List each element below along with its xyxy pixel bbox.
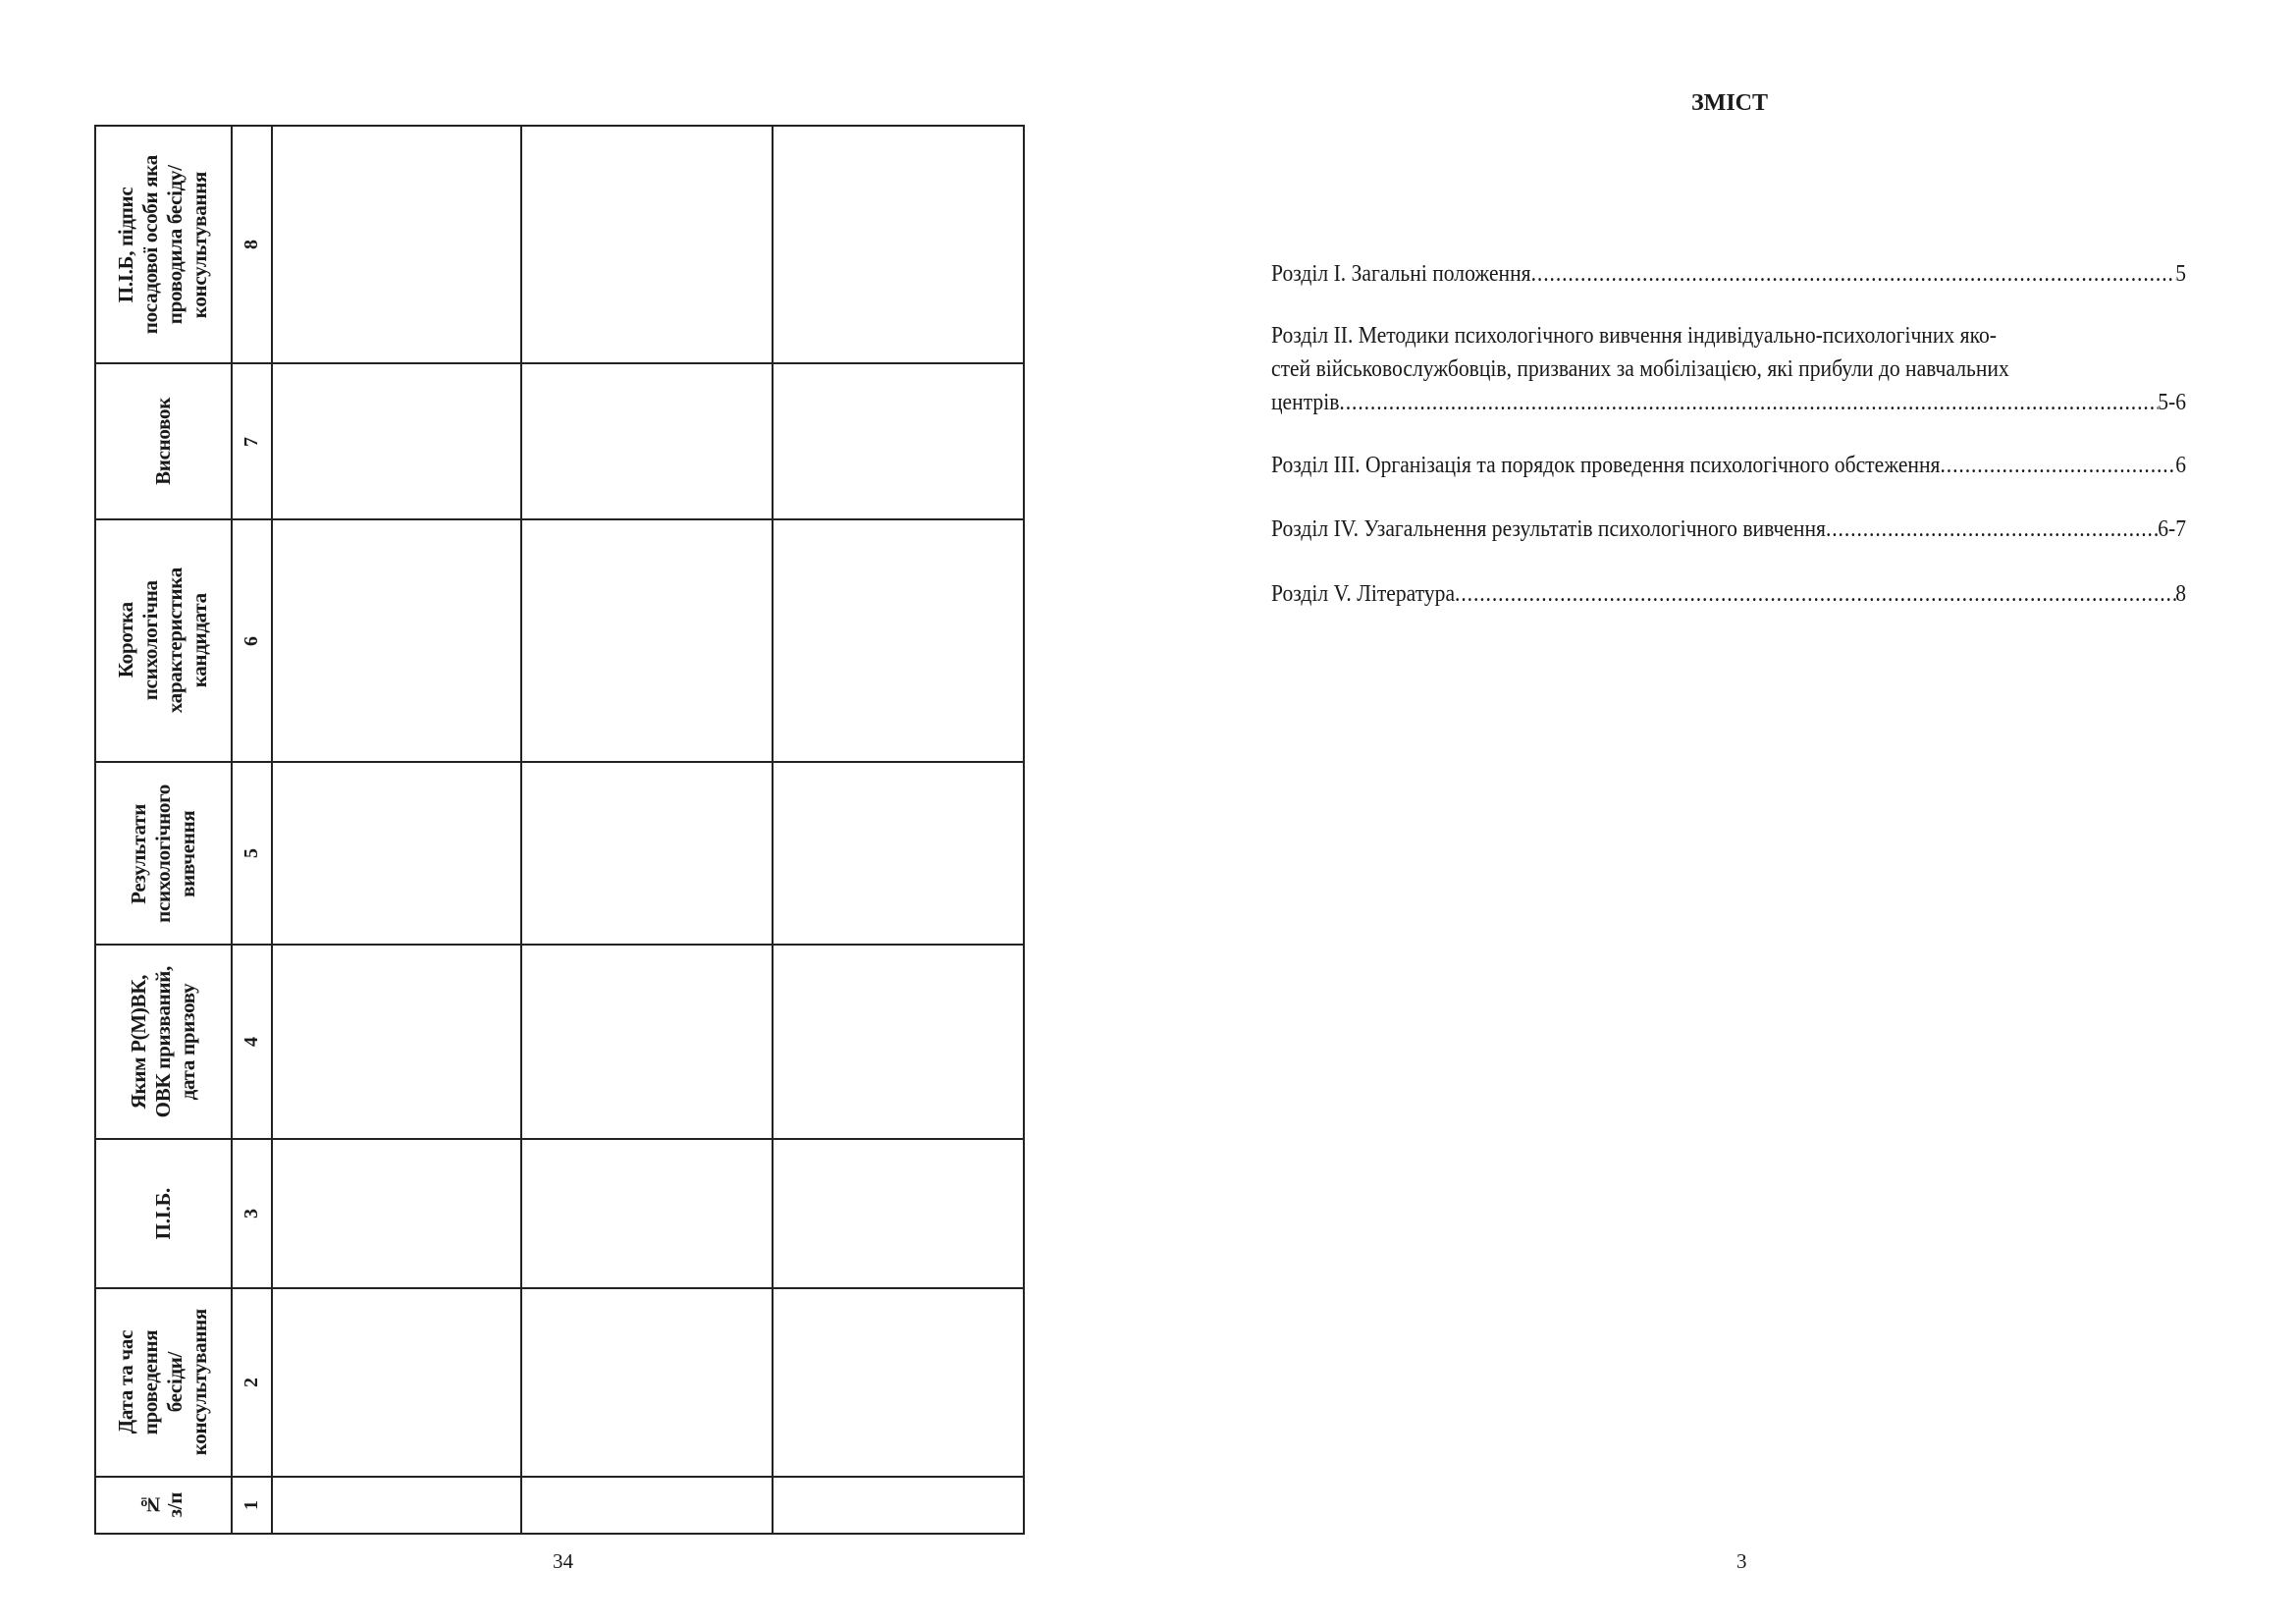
toc-entry-text: Розділ ІV. Узагальнення результатів психологічного вивчення bbox=[1271, 516, 1826, 542]
empty-cell[interactable] bbox=[774, 1478, 1023, 1533]
page-number-right: 3 bbox=[1736, 1549, 1747, 1573]
toc-entry-page: 5-6 bbox=[2158, 390, 2187, 415]
empty-cell[interactable] bbox=[522, 520, 773, 761]
column-number: 4 bbox=[240, 1037, 262, 1047]
empty-cell[interactable] bbox=[774, 1289, 1023, 1476]
column-number: 7 bbox=[240, 436, 262, 447]
number-cell bbox=[233, 1478, 273, 1533]
column-number: 2 bbox=[240, 1378, 262, 1387]
dot-leader bbox=[1826, 513, 2158, 546]
column-number: 8 bbox=[240, 240, 262, 249]
table-row bbox=[96, 520, 1023, 763]
dot-leader bbox=[1940, 449, 2175, 482]
column-header: П.І.Б. bbox=[150, 1187, 175, 1240]
empty-cell[interactable] bbox=[273, 1289, 522, 1476]
header-cell bbox=[96, 1140, 233, 1287]
toc-entry-text: Розділ І. Загальні положення bbox=[1271, 261, 1531, 287]
toc-entry-page: 5 bbox=[2175, 261, 2187, 287]
table-row bbox=[96, 763, 1023, 946]
table-row bbox=[96, 1140, 1023, 1289]
number-cell bbox=[233, 946, 273, 1138]
toc-entry-page: 6-7 bbox=[2158, 516, 2187, 542]
empty-cell[interactable] bbox=[774, 127, 1023, 362]
toc-entry-2[interactable] bbox=[1271, 319, 2187, 419]
empty-cell[interactable] bbox=[522, 1478, 773, 1533]
empty-cell[interactable] bbox=[774, 763, 1023, 944]
table-row bbox=[96, 1478, 1023, 1533]
empty-cell[interactable] bbox=[273, 1140, 522, 1287]
toc-entry-page: 8 bbox=[2175, 581, 2187, 607]
column-header: П.І.Б, підпис посадової особи яка проводила бесіду/ консультування bbox=[114, 154, 212, 335]
header-cell bbox=[96, 763, 233, 944]
empty-cell[interactable] bbox=[273, 763, 522, 944]
record-table bbox=[94, 125, 1025, 1535]
table-row bbox=[96, 364, 1023, 520]
table-row bbox=[96, 946, 1023, 1140]
empty-cell[interactable] bbox=[522, 364, 773, 518]
table-row bbox=[96, 1289, 1023, 1478]
empty-cell[interactable] bbox=[273, 1478, 522, 1533]
empty-cell[interactable] bbox=[522, 763, 773, 944]
empty-cell[interactable] bbox=[273, 127, 522, 362]
empty-cell[interactable] bbox=[522, 1289, 773, 1476]
column-header: Дата та час проведення бесіди/ консультування bbox=[114, 1309, 212, 1456]
number-cell bbox=[233, 364, 273, 518]
dot-leader bbox=[1531, 257, 2176, 291]
number-cell bbox=[233, 127, 273, 362]
toc-entry-1[interactable] bbox=[1271, 257, 2187, 291]
column-header: Результати психологічного вивчення bbox=[126, 784, 199, 923]
header-cell bbox=[96, 520, 233, 761]
toc-entry-3[interactable] bbox=[1271, 449, 2187, 482]
column-header: Яким Р(М)ВК, ОВК призваний, дата призову bbox=[126, 965, 199, 1118]
page-number-left: 34 bbox=[553, 1549, 573, 1573]
column-number: 5 bbox=[240, 848, 262, 858]
column-header: № з/п bbox=[138, 1492, 187, 1518]
empty-cell[interactable] bbox=[774, 520, 1023, 761]
toc-entry-5[interactable] bbox=[1271, 577, 2187, 611]
header-cell bbox=[96, 127, 233, 362]
toc-entry-text: Розділ V. Література bbox=[1271, 581, 1456, 607]
empty-cell[interactable] bbox=[273, 946, 522, 1138]
empty-cell[interactable] bbox=[273, 364, 522, 518]
dot-leader bbox=[1455, 577, 2175, 611]
toc-entry-page: 6 bbox=[2175, 453, 2187, 478]
dot-leader bbox=[1339, 386, 2158, 419]
column-header: Коротка психологічна характеристика кандидата bbox=[114, 568, 212, 714]
table-row bbox=[96, 127, 1023, 364]
toc-entry-text-line: Розділ ІІ. Методики психологічного вивчення індивідуально-психологічних яко- bbox=[1271, 323, 1997, 349]
number-cell bbox=[233, 1289, 273, 1476]
toc-entry-text: Розділ ІІІ. Організація та порядок проведення психологічного обстеження bbox=[1271, 453, 1941, 478]
empty-cell[interactable] bbox=[522, 1140, 773, 1287]
number-cell bbox=[233, 520, 273, 761]
empty-cell[interactable] bbox=[273, 520, 522, 761]
number-cell bbox=[233, 1140, 273, 1287]
header-cell bbox=[96, 1289, 233, 1476]
column-number: 6 bbox=[240, 635, 262, 646]
header-cell bbox=[96, 946, 233, 1138]
header-cell bbox=[96, 364, 233, 518]
empty-cell[interactable] bbox=[522, 127, 773, 362]
empty-cell[interactable] bbox=[774, 364, 1023, 518]
column-number: 1 bbox=[240, 1500, 262, 1510]
column-number: 3 bbox=[240, 1209, 262, 1218]
empty-cell[interactable] bbox=[522, 946, 773, 1138]
toc-entry-text: центрів bbox=[1271, 390, 1340, 415]
toc-entry-text-line: стей військовослужбовців, призваних за мобілізацією, які прибули до навчальних bbox=[1271, 356, 2009, 382]
number-cell bbox=[233, 763, 273, 944]
toc-title: ЗМІСТ bbox=[1691, 90, 1768, 116]
empty-cell[interactable] bbox=[774, 946, 1023, 1138]
column-header: Висновок bbox=[150, 398, 175, 485]
header-cell bbox=[96, 1478, 233, 1533]
empty-cell[interactable] bbox=[774, 1140, 1023, 1287]
toc-entry-4[interactable] bbox=[1271, 513, 2187, 546]
